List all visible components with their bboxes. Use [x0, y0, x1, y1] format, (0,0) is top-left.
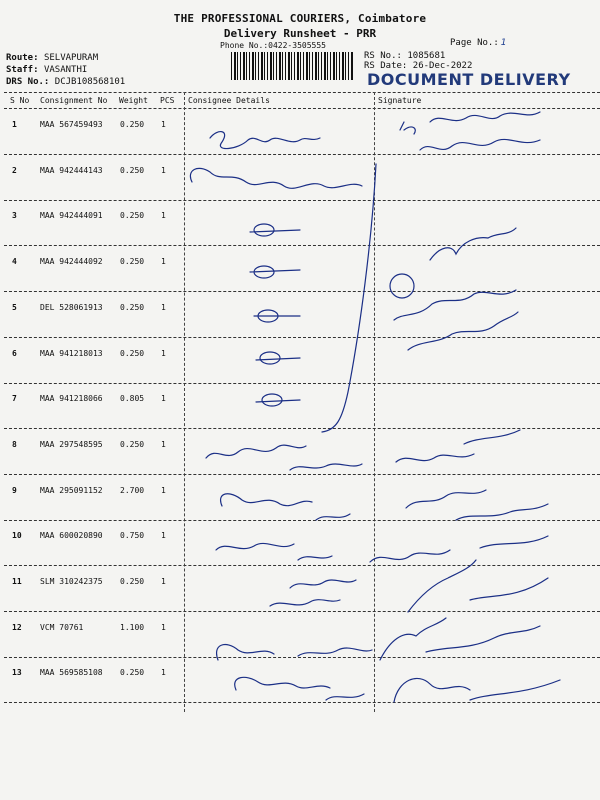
staff-value: VASANTHI: [43, 65, 88, 75]
col-header-pcs: PCS: [160, 96, 175, 105]
page-number: [450, 38, 507, 48]
row-pieces: 1: [161, 349, 166, 358]
drs-field: [6, 77, 125, 87]
row-consignment-number: MAA 569585108: [40, 668, 103, 677]
runsheet-subtitle: Delivery Runsheet - PRR: [223, 27, 377, 40]
row-pieces: 1: [161, 211, 166, 220]
col-header-signature: Signature: [378, 96, 422, 105]
table-row: [0, 166, 600, 180]
row-weight: 0.250: [120, 257, 145, 266]
col-header-weight: Weight: [119, 96, 148, 105]
staff-field: [6, 65, 87, 75]
row-sno: 12: [12, 623, 22, 632]
rs-number-field: [364, 51, 445, 61]
barcode-image: [231, 52, 353, 80]
row-consignment-number: MAA 567459493: [40, 120, 103, 129]
row-pieces: 1: [161, 257, 166, 266]
table-row: [0, 394, 600, 408]
phone-number: Phone No.:0422-3505555: [220, 41, 326, 50]
row-divider: [4, 337, 600, 338]
row-consignment-number: MAA 942444092: [40, 257, 103, 266]
staff-label: Staff:: [6, 65, 39, 75]
row-weight: 2.700: [120, 486, 145, 495]
row-consignment-number: MAA 941218066: [40, 394, 103, 403]
row-weight: 0.250: [120, 440, 145, 449]
row-sno: 5: [12, 303, 17, 312]
row-consignment-number: MAA 942444143: [40, 166, 103, 175]
drs-value: DCJB108568101: [54, 77, 126, 87]
row-weight: 0.250: [120, 120, 145, 129]
rs-date-label: RS Date:: [364, 61, 408, 71]
col-header-consignment: Consignment No: [40, 96, 108, 105]
row-pieces: 1: [161, 531, 166, 540]
row-sno: 2: [12, 166, 17, 175]
row-weight: 0.250: [120, 303, 145, 312]
row-pieces: 1: [161, 394, 166, 403]
route-value: SELVAPURAM: [43, 53, 99, 63]
row-weight: 0.250: [120, 166, 145, 175]
header-bottom-divider: [4, 108, 600, 109]
row-pieces: 1: [161, 486, 166, 495]
row-weight: 0.805: [120, 394, 145, 403]
row-consignment-number: MAA 941218013: [40, 349, 103, 358]
page-number-label: Page No.:: [450, 38, 499, 48]
page-number-value: 1: [500, 38, 507, 48]
row-consignment-number: VCM 70761: [40, 623, 84, 632]
row-weight: 0.250: [120, 668, 145, 677]
table-row: [0, 120, 600, 134]
row-weight: 0.250: [120, 349, 145, 358]
row-sno: 7: [12, 394, 17, 403]
row-divider: [4, 428, 600, 429]
row-sno: 3: [12, 211, 17, 220]
row-divider: [4, 245, 600, 246]
table-row: [0, 440, 600, 454]
table-row: [0, 349, 600, 363]
header-top-divider: [4, 92, 600, 93]
row-sno: 11: [12, 577, 22, 586]
row-sno: 4: [12, 257, 17, 266]
row-divider: [4, 383, 600, 384]
row-consignment-number: MAA 295091152: [40, 486, 103, 495]
row-pieces: 1: [161, 577, 166, 586]
row-divider: [4, 565, 600, 566]
document-delivery-stamp: DOCUMENT DELIVERY: [367, 70, 571, 89]
row-pieces: 1: [161, 440, 166, 449]
row-pieces: 1: [161, 668, 166, 677]
row-consignment-number: DEL 528061913: [40, 303, 103, 312]
row-weight: 1.100: [120, 623, 145, 632]
row-divider: [4, 657, 600, 658]
row-sno: 9: [12, 486, 17, 495]
table-row: [0, 486, 600, 500]
table-row: [0, 531, 600, 545]
table-row: [0, 668, 600, 682]
rs-date-value: 26-Dec-2022: [412, 61, 473, 71]
row-pieces: 1: [161, 623, 166, 632]
table-row: [0, 577, 600, 591]
col-header-consignee: Consignee Details: [188, 96, 270, 105]
handwriting-row-2: [190, 164, 376, 432]
table-row: [0, 211, 600, 225]
row-divider: [4, 702, 600, 703]
route-field: [6, 53, 98, 63]
row-pieces: 1: [161, 303, 166, 312]
table-row: [0, 257, 600, 271]
row-consignment-number: SLM 310242375: [40, 577, 103, 586]
route-label: Route:: [6, 53, 39, 63]
row-sno: 6: [12, 349, 17, 358]
row-divider: [4, 291, 600, 292]
row-weight: 0.750: [120, 531, 145, 540]
row-divider: [4, 474, 600, 475]
handwriting-signature-block-3-7: [390, 228, 518, 350]
drs-label: DRS No.:: [6, 77, 50, 87]
table-row: [0, 303, 600, 317]
row-weight: 0.250: [120, 211, 145, 220]
row-weight: 0.250: [120, 577, 145, 586]
row-consignment-number: MAA 297548595: [40, 440, 103, 449]
table-row: [0, 623, 600, 637]
row-sno: 1: [12, 120, 17, 129]
row-divider: [4, 611, 600, 612]
rs-number-label: RS No.:: [364, 51, 402, 61]
row-divider: [4, 200, 600, 201]
row-sno: 10: [12, 531, 22, 540]
row-sno: 13: [12, 668, 22, 677]
row-divider: [4, 154, 600, 155]
row-pieces: 1: [161, 166, 166, 175]
row-consignment-number: MAA 600020890: [40, 531, 103, 540]
row-pieces: 1: [161, 120, 166, 129]
company-title: THE PROFESSIONAL COURIERS, Coimbatore: [173, 12, 427, 25]
row-divider: [4, 520, 600, 521]
col-header-sno: S No: [10, 96, 30, 105]
rs-number-value: 1085681: [407, 51, 446, 61]
row-sno: 8: [12, 440, 17, 449]
row-consignment-number: MAA 942444091: [40, 211, 103, 220]
